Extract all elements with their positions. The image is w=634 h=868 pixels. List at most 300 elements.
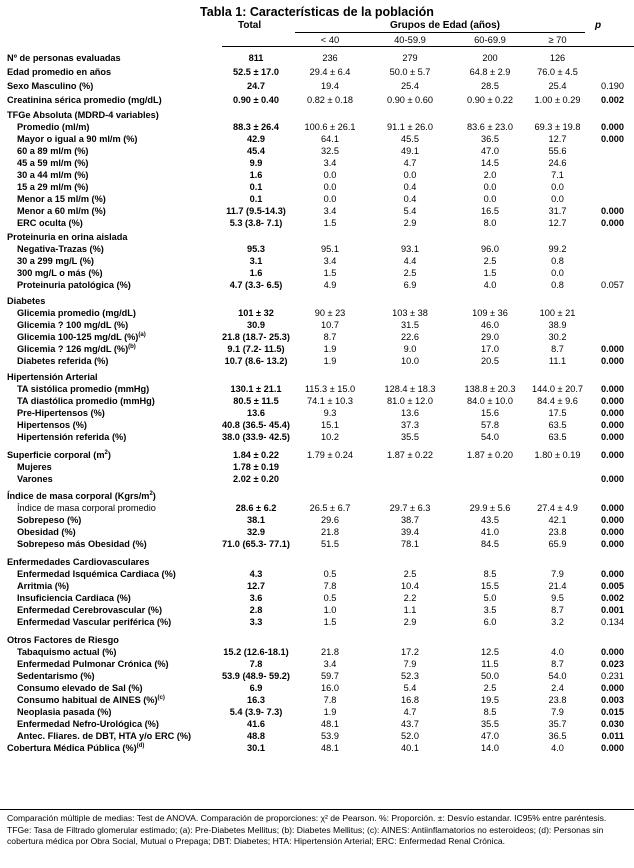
table-row <box>0 157 634 169</box>
total-cell: 2.8 <box>249 605 263 615</box>
p-value-cell: 0.000 <box>601 344 624 354</box>
total-cell: 48.8 <box>247 731 265 741</box>
table-row <box>0 133 634 145</box>
row-label: Enfermedad Nefro-Urológica (%) <box>17 719 159 729</box>
group-cell: 36.5 <box>481 134 499 144</box>
table-row <box>0 343 634 355</box>
row-label: Pre-Hipertensos (%) <box>17 408 105 418</box>
group-cell: 0.0 <box>323 170 337 180</box>
total-cell: 80.5 ± 11.5 <box>233 396 279 406</box>
group-cell: 3.4 <box>323 256 337 266</box>
row-label: Enfermedades Cardiovasculares <box>7 557 150 567</box>
table-row <box>0 526 634 538</box>
p-value-cell: 0.000 <box>601 450 624 460</box>
row-label: Proteinuria patológica (%) <box>17 280 131 290</box>
group-cell: 52.0 <box>401 731 419 741</box>
table-row <box>0 205 634 217</box>
group-cell: 7.8 <box>323 695 337 705</box>
group-cell: 0.0 <box>483 194 497 204</box>
table-row <box>0 169 634 181</box>
row-label: Consumo elevado de Sal (%) <box>17 683 143 693</box>
group-cell: 1.5 <box>323 218 337 228</box>
row-label: Otros Factores de Riesgo <box>7 635 119 645</box>
total-cell: 1.84 ± 0.22 <box>233 450 279 460</box>
p-value-cell: 0.002 <box>601 593 624 603</box>
total-cell: 3.6 <box>249 593 263 603</box>
group-cell: 1.9 <box>323 707 337 717</box>
row-label: Cobertura Médica Pública (%)$^{(d)}$ <box>7 742 145 753</box>
table-row <box>0 646 634 658</box>
group-cell: 28.5 <box>481 81 499 91</box>
p-value-cell: 0.003 <box>601 695 624 705</box>
total-cell: 24.7 <box>247 81 265 91</box>
row-label: Hipertensión Arterial <box>7 372 98 382</box>
table-row <box>0 255 634 267</box>
section-header <box>0 490 634 502</box>
row-label: Diabetes referida (%) <box>17 356 109 366</box>
group-cell: 39.4 <box>401 527 419 537</box>
group-cell: 16.5 <box>481 206 499 216</box>
group-cell: 84.0 ± 10.0 <box>467 396 513 406</box>
row-label: Superficie corporal $(m^2)$ <box>7 449 111 460</box>
group-cell: 31.7 <box>548 206 567 216</box>
group-cell: 3.4 <box>323 659 337 669</box>
row-label: TFGe Absoluta (MDRD-4 variables) <box>7 110 159 120</box>
group-cell: 200 <box>482 53 498 63</box>
table-row <box>0 682 634 694</box>
header-age-groups: Grupos de Edad (años) <box>390 20 501 31</box>
group-cell: 54.0 <box>481 432 499 442</box>
group-cell: 0.4 <box>403 194 417 204</box>
p-value-cell: 0.231 <box>601 671 624 681</box>
row-label: 45 a 59 ml/m (%) <box>17 158 89 168</box>
group-cell: 10.0 <box>401 356 419 366</box>
footnote-marker: (d) <box>136 742 145 749</box>
p-value-cell: 0.000 <box>601 396 624 406</box>
group-cell: 17.5 <box>548 408 567 418</box>
table-row <box>0 419 634 431</box>
total-cell: 15.2 (12.6-18.1) <box>223 647 289 657</box>
group-cell: 29.4 ± 6.4 <box>309 67 351 77</box>
group-cell: 9.3 <box>323 408 337 418</box>
table-row <box>0 80 634 92</box>
p-value-cell: 0.000 <box>601 647 624 657</box>
group-cell: 41.0 <box>481 527 499 537</box>
group-cell: 2.4 <box>551 683 564 693</box>
group-cell: 46.0 <box>481 320 499 330</box>
table-row <box>0 461 634 473</box>
row-label: ERC oculta (%) <box>17 218 83 228</box>
group-cell: 236 <box>322 53 338 63</box>
p-value-cell: 0.000 <box>601 515 624 525</box>
header-group-4: ≥ 70 <box>548 34 567 45</box>
group-cell: 15.6 <box>481 408 499 418</box>
p-value-cell: 0.000 <box>601 206 624 216</box>
p-value-cell: 0.023 <box>601 659 624 669</box>
group-cell: 1.9 <box>323 356 337 366</box>
p-value-cell: 0.002 <box>601 95 624 105</box>
group-cell: 13.6 <box>401 408 419 418</box>
total-cell: 41.6 <box>247 719 265 729</box>
row-label: 300 mg/L o más (%) <box>17 268 103 278</box>
table-row <box>0 502 634 514</box>
group-cell: 31.5 <box>401 320 419 330</box>
group-cell: 12.5 <box>481 647 499 657</box>
group-cell: 25.4 <box>548 81 567 91</box>
group-cell: 0.90 ± 0.60 <box>387 95 433 105</box>
group-cell: 6.0 <box>483 617 497 627</box>
group-cell: 0.90 ± 0.22 <box>467 95 513 105</box>
p-value-cell: 0.001 <box>601 605 624 615</box>
group-cell: 8.7 <box>323 332 337 342</box>
table-row <box>0 217 634 229</box>
group-cell: 49.1 <box>401 146 419 156</box>
group-cell: 23.8 <box>548 527 567 537</box>
group-cell: 4.0 <box>551 743 564 753</box>
p-value-cell: 0.000 <box>601 432 624 442</box>
group-cell: 128.4 ± 18.3 <box>384 384 436 394</box>
row-label: Sexo Masculino (%) <box>7 81 94 91</box>
group-cell: 42.1 <box>548 515 567 525</box>
p-value-cell: 0.030 <box>601 719 624 729</box>
footnote-marker: (c) <box>157 694 165 701</box>
table-row <box>0 670 634 682</box>
row-label: Hipertensos (%) <box>17 420 87 430</box>
row-label: Varones <box>17 474 53 484</box>
group-cell: 91.1 ± 26.0 <box>387 122 433 132</box>
group-cell: 2.9 <box>403 617 417 627</box>
section-header <box>0 634 634 646</box>
table-row <box>0 395 634 407</box>
p-value-cell: 0.057 <box>601 280 624 290</box>
header-group-2: 40-59.9 <box>394 34 426 45</box>
section-header <box>0 109 634 121</box>
group-cell: 29.6 <box>321 515 339 525</box>
group-cell: 7.8 <box>323 581 337 591</box>
row-label: Sedentarismo (%) <box>17 671 95 681</box>
group-cell: 30.2 <box>548 332 567 342</box>
group-cell: 100.6 ± 26.1 <box>304 122 356 132</box>
group-cell: 2.5 <box>403 569 417 579</box>
group-cell: 3.4 <box>323 206 337 216</box>
table-row <box>0 616 634 628</box>
total-cell: 9.9 <box>249 158 263 168</box>
group-cell: 8.5 <box>483 707 497 717</box>
row-label: Enfermedad Isquémica Cardiaca (%) <box>17 569 176 579</box>
group-cell: 0.0 <box>323 182 337 192</box>
table-row <box>0 473 634 485</box>
table-row <box>0 604 634 616</box>
group-cell: 38.9 <box>548 320 567 330</box>
row-label: Hipertensión referida (%) <box>17 432 127 442</box>
total-cell: 71.0 (65.3- 77.1) <box>222 539 290 549</box>
group-cell: 32.5 <box>321 146 339 156</box>
group-cell: 63.5 <box>548 432 567 442</box>
group-cell: 115.3 ± 15.0 <box>304 384 356 394</box>
group-cell: 10.4 <box>401 581 419 591</box>
section-header <box>0 295 634 307</box>
total-cell: 32.9 <box>247 527 265 537</box>
footnote: Comparación múltiple de medias: Test de ANOVA. Comparación de proporciones: χ² de Pearson. %: Proporción. ±: Desvío estandar. IC95% entre paréntesis. TFGe: Tasa de Filtrado glomerular estimado; (a): Pre-Diabetes Mellitus; (b): Diabetes Mellitus; (c): AINES: Antiinflamatorios no esteroideos; (d): Personas sin cobertura médica por Obra Social, Mutual o Prepaga; DBT: Diabetes; HTA: Hipertensión Arterial; ERC: Enfermedad Renal Crónica. <box>7 813 607 847</box>
group-cell: 2.5 <box>483 683 497 693</box>
group-cell: 8.7 <box>551 605 564 615</box>
group-cell: 12.7 <box>548 134 567 144</box>
group-cell: 0.5 <box>323 569 337 579</box>
group-cell: 15.5 <box>481 581 499 591</box>
group-cell: 2.2 <box>403 593 417 603</box>
total-cell: 811 <box>248 53 264 63</box>
group-cell: 40.1 <box>401 743 419 753</box>
group-cell: 21.8 <box>321 527 339 537</box>
group-cell: 16.0 <box>321 683 339 693</box>
group-cell: 9.5 <box>551 593 564 603</box>
total-cell: 42.9 <box>247 134 265 144</box>
table-row <box>0 538 634 550</box>
group-cell: 48.1 <box>321 743 339 753</box>
group-cell: 57.8 <box>481 420 499 430</box>
group-cell: 0.8 <box>551 256 564 266</box>
group-cell: 6.9 <box>403 280 417 290</box>
p-value-cell: 0.000 <box>601 122 624 132</box>
group-cell: 19.4 <box>321 81 339 91</box>
group-cell: 84.4 ± 9.6 <box>537 396 578 406</box>
row-label: TA sistólica promedio (mmHg) <box>17 384 150 394</box>
table-row <box>0 694 634 706</box>
table-row <box>0 52 634 64</box>
group-cell: 5.0 <box>483 593 497 603</box>
group-cell: 35.5 <box>481 719 499 729</box>
group-cell: 45.5 <box>401 134 419 144</box>
row-label: Glicemia ? 126 mg/dL (%)$^{(b)}$ <box>17 343 136 354</box>
table-row <box>0 449 634 461</box>
group-cell: 52.3 <box>401 671 419 681</box>
row-label: Mujeres <box>17 462 52 472</box>
total-cell: 12.7 <box>247 581 265 591</box>
group-cell: 0.0 <box>551 182 564 192</box>
table-row <box>0 592 634 604</box>
row-label: Enfermedad Vascular periférica (%) <box>17 617 172 627</box>
group-cell: 2.5 <box>403 268 417 278</box>
group-cell: 27.4 ± 4.9 <box>537 503 578 513</box>
group-cell: 90 ± 23 <box>314 308 346 318</box>
group-cell: 0.0 <box>403 170 417 180</box>
group-cell: 37.3 <box>401 420 419 430</box>
group-cell: 21.8 <box>321 647 339 657</box>
group-cell: 8.0 <box>483 218 497 228</box>
section-header <box>0 556 634 568</box>
total-cell: 52.5 ± 17.0 <box>233 67 279 77</box>
total-cell: 5.4 (3.9- 7.3) <box>229 707 283 717</box>
row-label: 15 a 29 ml/m (%) <box>17 182 89 192</box>
group-cell: 1.0 <box>323 605 337 615</box>
table-title: Tabla 1: Características de la población <box>200 5 434 19</box>
total-cell: 1.78 ± 0.19 <box>233 462 279 472</box>
group-cell: 2.9 <box>403 218 417 228</box>
total-cell: 6.9 <box>249 683 263 693</box>
table-row <box>0 742 634 754</box>
total-cell: 95.3 <box>247 244 265 254</box>
group-cell: 25.4 <box>401 81 419 91</box>
row-label: Glicemia 100-125 mg/dL (%)$^{(a)}$ <box>17 331 146 342</box>
row-label: Negativa-Trazas (%) <box>17 244 104 254</box>
group-cell: 4.0 <box>483 280 497 290</box>
table-row <box>0 718 634 730</box>
group-cell: 48.1 <box>321 719 339 729</box>
total-cell: 1.6 <box>249 170 263 180</box>
row-label: Proteinuria en orina aislada <box>7 232 128 242</box>
header-p: p <box>595 20 602 31</box>
group-cell: 29.0 <box>481 332 499 342</box>
group-cell: 65.9 <box>548 539 567 549</box>
total-cell: 30.1 <box>247 743 265 753</box>
table-row <box>0 279 634 291</box>
table-row <box>0 66 634 78</box>
footnote-marker: (a) <box>138 331 146 338</box>
table-row <box>0 243 634 255</box>
group-cell: 7.9 <box>403 659 417 669</box>
group-cell: 0.0 <box>483 182 497 192</box>
total-cell: 1.6 <box>249 268 263 278</box>
p-value-cell: 0.000 <box>601 743 624 753</box>
group-cell: 55.6 <box>548 146 567 156</box>
group-cell: 4.7 <box>403 158 417 168</box>
table-row <box>0 181 634 193</box>
group-cell: 29.7 ± 6.3 <box>389 503 431 513</box>
total-cell: 38.0 (33.9- 42.5) <box>222 432 290 442</box>
total-cell: 10.7 (8.6- 13.2) <box>224 356 288 366</box>
group-cell: 7.9 <box>551 569 564 579</box>
total-cell: 11.7 (9.5-14.3) <box>226 206 286 216</box>
table-row <box>0 580 634 592</box>
group-cell: 1.5 <box>323 617 337 627</box>
group-cell: 14.5 <box>481 158 499 168</box>
group-cell: 23.8 <box>548 695 567 705</box>
group-cell: 279 <box>402 53 418 63</box>
group-cell: 1.87 ± 0.20 <box>467 450 513 460</box>
p-value-cell: 0.000 <box>601 134 624 144</box>
group-cell: 69.3 ± 19.8 <box>534 122 581 132</box>
p-value-cell: 0.000 <box>601 474 624 484</box>
total-cell: 4.3 <box>249 569 263 579</box>
p-value-cell: 0.000 <box>601 420 624 430</box>
group-cell: 5.4 <box>403 683 417 693</box>
p-value-cell: 0.190 <box>601 81 624 91</box>
group-cell: 15.1 <box>321 420 339 430</box>
p-value-cell: 0.000 <box>601 569 624 579</box>
row-label: Menor a 15 ml/m (%) <box>17 194 106 204</box>
footnote-marker: 2 <box>149 490 153 497</box>
row-label: Insuficiencia Cardiaca (%) <box>17 593 131 603</box>
footnote-marker: (b) <box>128 343 136 350</box>
total-cell: 9.1 (7.2- 11.5) <box>227 344 285 354</box>
group-cell: 100 ± 21 <box>539 308 576 318</box>
total-cell: 4.7 (3.3- 6.5) <box>229 280 283 290</box>
group-cell: 99.2 <box>548 244 567 254</box>
group-cell: 1.5 <box>483 268 497 278</box>
table-row <box>0 431 634 443</box>
group-cell: 2.5 <box>483 256 497 266</box>
group-cell: 35.7 <box>548 719 567 729</box>
table-row <box>0 267 634 279</box>
group-cell: 0.82 ± 0.18 <box>307 95 353 105</box>
p-value-cell: 0.134 <box>601 617 624 627</box>
group-cell: 4.4 <box>403 256 417 266</box>
p-value-cell: 0.000 <box>601 503 624 513</box>
p-value-cell: 0.000 <box>601 539 624 549</box>
group-cell: 0.0 <box>323 194 337 204</box>
group-cell: 95.1 <box>321 244 339 254</box>
row-label: Glicemia promedio (mg/dL) <box>17 308 136 318</box>
group-cell: 144.0 ± 20.7 <box>531 384 584 394</box>
group-cell: 9.0 <box>403 344 417 354</box>
group-cell: 96.0 <box>481 244 499 254</box>
row-label: Neoplasia pasada (%) <box>17 707 112 717</box>
table-row <box>0 319 634 331</box>
table-row <box>0 331 634 343</box>
total-cell: 0.1 <box>249 182 263 192</box>
group-cell: 50.0 <box>481 671 499 681</box>
table-row <box>0 383 634 395</box>
row-label: Tabaquismo actual (%) <box>17 647 117 657</box>
row-label: Creatinina sérica promedio (mg/dL) <box>7 95 162 105</box>
group-cell: 0.8 <box>551 280 564 290</box>
group-cell: 3.2 <box>551 617 564 627</box>
group-cell: 20.5 <box>481 356 499 366</box>
row-label: Arritmia (%) <box>17 581 70 591</box>
section-header <box>0 371 634 383</box>
table-row <box>0 307 634 319</box>
table-row <box>0 730 634 742</box>
p-value-cell: 0.000 <box>601 384 624 394</box>
total-cell: 30.9 <box>247 320 265 330</box>
total-cell: 53.9 (48.9- 59.2) <box>222 671 290 681</box>
group-cell: 78.1 <box>401 539 419 549</box>
total-cell: 28.6 ± 6.2 <box>235 503 277 513</box>
group-cell: 24.6 <box>548 158 567 168</box>
group-cell: 10.2 <box>321 432 339 442</box>
row-label: Edad promedio en años <box>7 67 112 77</box>
group-cell: 4.7 <box>403 707 417 717</box>
group-cell: 63.5 <box>548 420 567 430</box>
group-cell: 29.9 ± 5.6 <box>469 503 511 513</box>
group-cell: 2.0 <box>483 170 497 180</box>
group-cell: 76.0 ± 4.5 <box>537 67 578 77</box>
total-cell: 2.02 ± 0.20 <box>233 474 279 484</box>
group-cell: 7.9 <box>551 707 564 717</box>
group-cell: 0.0 <box>551 194 564 204</box>
header-total: Total <box>238 20 262 31</box>
p-value-cell: 0.005 <box>601 581 624 591</box>
group-cell: 126 <box>549 53 566 63</box>
group-cell: 8.7 <box>551 659 564 669</box>
row-label: Glicemia ? 100 mg/dL (%) <box>17 320 129 330</box>
group-cell: 10.7 <box>321 320 339 330</box>
row-label: Sobrepeso (%) <box>17 515 82 525</box>
group-cell: 1.00 ± 0.29 <box>534 95 581 105</box>
row-label: Diabetes <box>7 296 46 306</box>
group-cell: 64.8 ± 2.9 <box>469 67 511 77</box>
group-cell: 74.1 ± 10.3 <box>307 396 353 406</box>
p-value-cell: 0.015 <box>601 707 624 717</box>
table-row <box>0 355 634 367</box>
table-row <box>0 145 634 157</box>
group-cell: 0.5 <box>323 593 337 603</box>
total-cell: 7.8 <box>249 659 263 669</box>
group-cell: 16.8 <box>401 695 419 705</box>
total-cell: 38.1 <box>247 515 265 525</box>
group-cell: 3.4 <box>323 158 337 168</box>
header-rule <box>222 46 634 47</box>
